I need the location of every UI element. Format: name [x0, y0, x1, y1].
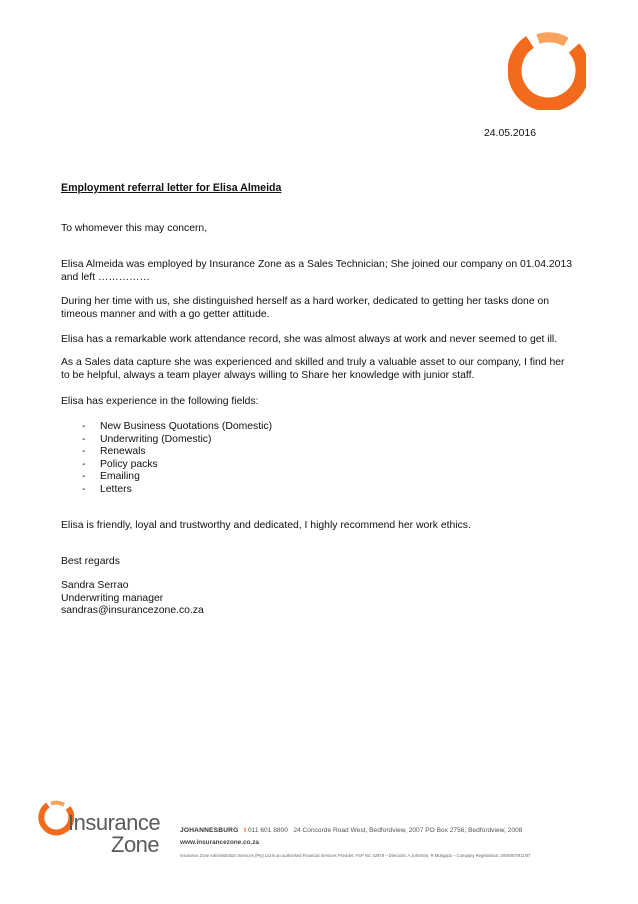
list-item: - Underwriting (Domestic) — [82, 433, 212, 445]
paragraph-line: timeous manner and with a go getter attitude. — [61, 308, 270, 320]
signature-block — [61, 580, 601, 618]
letter-date: 24.05.2016 — [484, 128, 537, 139]
paragraph-line: Elisa Almeida was employed by Insurance Zone as a Sales Technician; She joined our company on 01.04.2013 — [61, 259, 572, 270]
paragraph-line: to be helpful, always a team player always willing to Share her knowledge with junior staff. — [61, 369, 475, 381]
paragraph-performance — [61, 296, 601, 321]
paragraph-skills — [61, 357, 601, 382]
footer-tel-prefix: t — [243, 827, 247, 834]
paragraph-line: During her time with us, she distinguished herself as a hard worker, dedicated to getting her tasks done on — [61, 296, 550, 307]
footer-contact-line — [180, 827, 522, 834]
list-item: - Letters — [82, 483, 132, 495]
letter-subject: Employment referral letter for Elisa Almeida — [61, 182, 282, 194]
closing: Best regards — [61, 556, 120, 567]
paragraph-attendance: Elisa has a remarkable work attendance record, she was almost always at work and never seemed to get ill. — [61, 334, 558, 345]
fields-list — [82, 421, 272, 496]
footer-website[interactable]: www.insurancezone.co.za — [180, 839, 259, 846]
paragraph-fields-intro: Elisa has experience in the following fields: — [61, 396, 259, 407]
salutation: To whomever this may concern, — [61, 223, 208, 234]
signatory-email: sandras@insurancezone.co.za — [61, 605, 204, 616]
signatory-title: Underwriting manager — [61, 592, 164, 604]
footer-legal: Insurance Zone Administration Services (Pty) Ltd is an authorised Financial Services Provider. FSP No: 42879 – Directors: A Johnston, R Mukgopa – Company Registration: 2006/007911/07 — [180, 853, 531, 858]
footer-address: 24 Concorde Road West, Bedfordview, 2007 PO Box 2756, Bedfordview, 2008 — [293, 827, 523, 834]
brand-ring-logo — [508, 30, 586, 110]
list-item: - Renewals — [82, 446, 146, 457]
paragraph-line: and left …………… — [61, 271, 150, 283]
footer-city: JOHANNESBURG — [180, 827, 239, 834]
paragraph-recommendation: Elisa is friendly, loyal and trustworthy and dedicated, I highly recommend her work ethics. — [61, 520, 471, 531]
footer-tel: 011 601 8800 — [248, 827, 288, 834]
list-item: - New Business Quotations (Domestic) — [82, 421, 273, 432]
signatory-name: Sandra Serrao — [61, 580, 129, 591]
paragraph-employment — [61, 259, 601, 284]
footer-logo-word-zone: Zone — [111, 832, 160, 857]
list-item: - Emailing — [82, 471, 140, 482]
paragraph-line: As a Sales data capture she was experienced and skilled and truly a valuable asset to our company, I find her — [61, 357, 565, 368]
list-item: - Policy packs — [82, 458, 158, 470]
footer-logo-word-insurance: Insurance — [68, 810, 161, 835]
